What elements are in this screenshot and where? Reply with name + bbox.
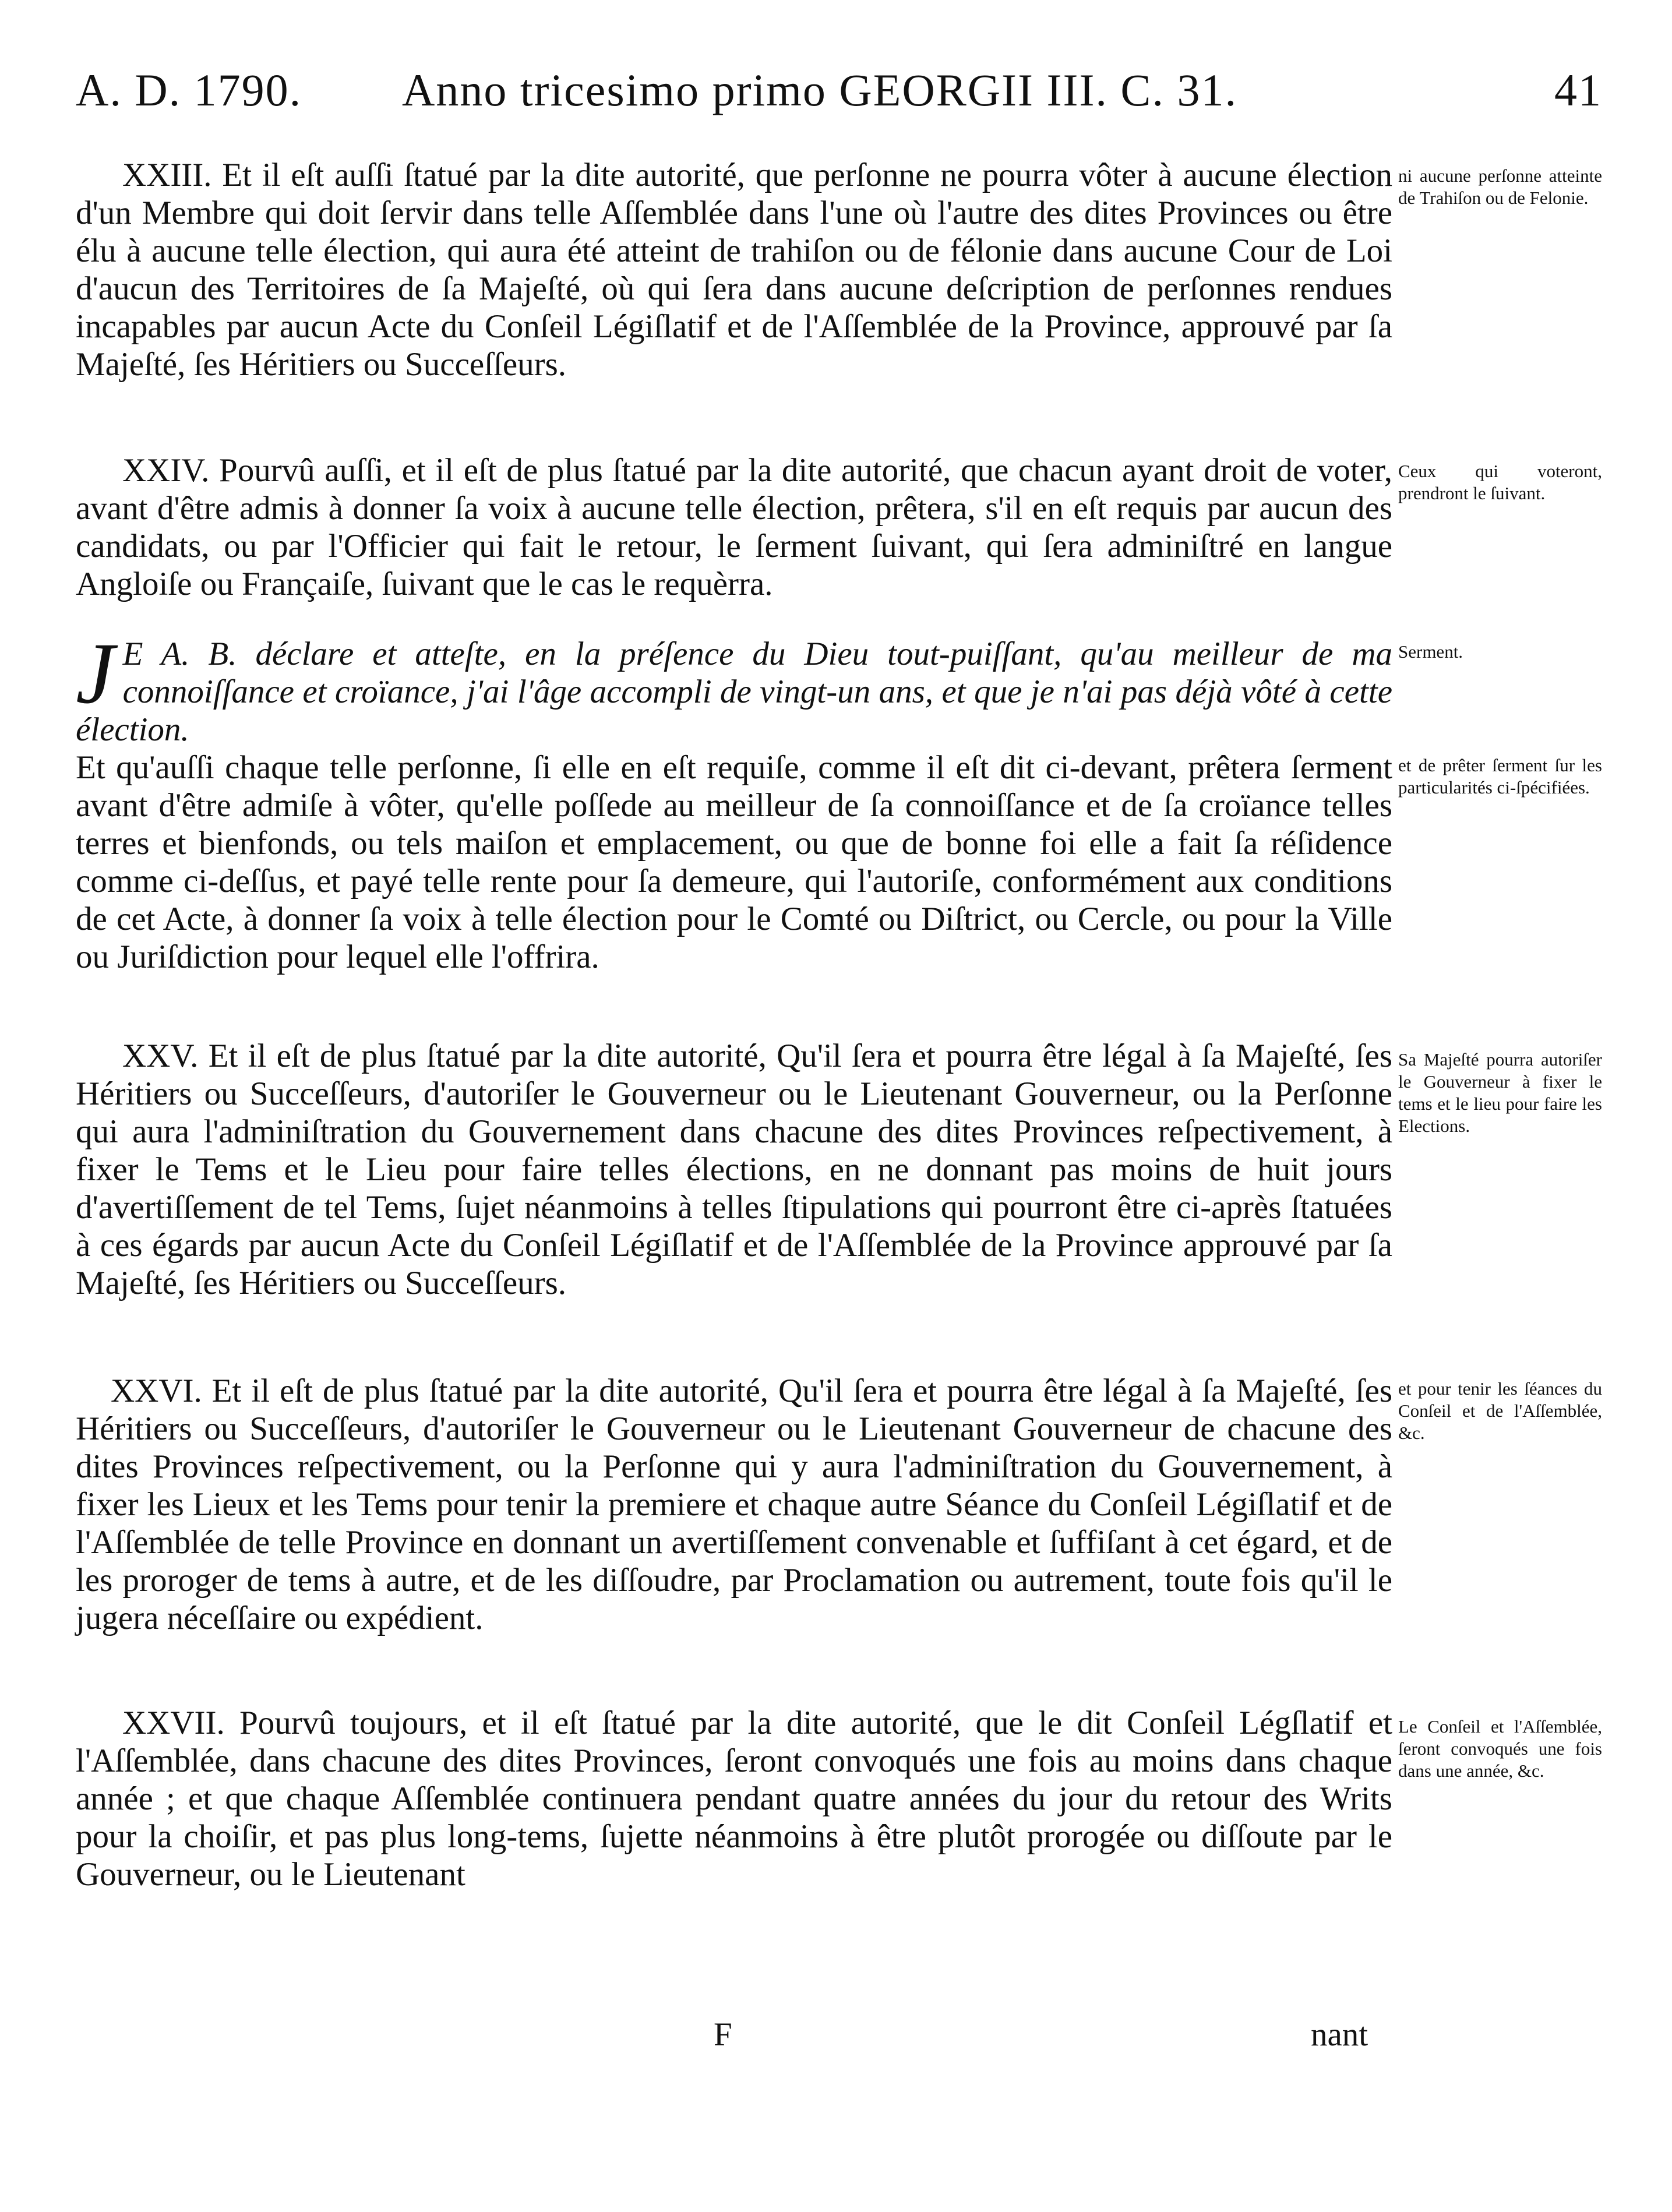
section-number: XXVI. [111, 1373, 202, 1409]
section-text: Et qu'auſſi chaque telle perſonne, ſi elle en eſt requiſe, comme il eſt dit ci-devant, prêtera ſerment avant d'être admiſe à vôter, qu'elle poſſede au meilleur de ſa connoiſſance et de ſa croïance telles terres et bienfonds, ou tels maiſon et emplacement, ou que de bonne foi elle a fait ſa réſidence comme ci-deſſus, et payé telle rente pour ſa demeure, qui l'autoriſe, conformément aux conditions de cet Acte, à donner ſa voix à telle élection pour le Comté ou Diſtrict, ou Cercle, ou pour la Ville ou Juriſdiction pour lequel elle l'offrira. [76, 749, 1392, 975]
section-continuation [76, 749, 1392, 976]
catchword: nant [1311, 2016, 1368, 2053]
section-xxiii [76, 156, 1392, 383]
margin-note-xxvi: et pour tenir les ſéances du Conſeil et de l'Aſſemblée, &c. [1398, 1378, 1602, 1443]
margin-note-oath: Serment. [1398, 641, 1463, 662]
margin-note-xxv: Sa Majeſté pourra autoriſer le Gouverneur à fixer le tems et le lieu pour faire les Elections. [1398, 1049, 1602, 1136]
section-xxiv [76, 451, 1392, 603]
signature-mark: F [714, 2016, 732, 2053]
drop-cap: J [76, 625, 115, 722]
section-number: XXVII. [122, 1705, 225, 1741]
section-xxvi [76, 1372, 1392, 1637]
oath-paragraph [76, 625, 1392, 749]
section-number: XXV. [122, 1038, 199, 1074]
section-xxvii [76, 1704, 1392, 1893]
running-header [76, 64, 1602, 128]
section-text: Et il eſt auſſi ſtatué par la dite autorité, que perſonne ne pourra vôter à aucune élection d'un Membre qui doit ſervir dans telle Aſſemblée dans l'une où l'autre des dites Provinces ou être élu à aucune telle élection, qui aura été atteint de trahiſon ou de félonie dans aucune Cour de Loi d'aucun des Territoires de ſa Majeſté, où qui ſera dans aucune deſcription de perſonnes rendues incapables par aucun Acte du Conſeil Légiſlatif et de l'Aſſemblée de la Province, approuvé par ſa Majeſté, ſes Héritiers ou Succeſſeurs. [76, 157, 1392, 383]
margin-note-xxiii: ni aucune perſonne atteinte de Trahiſon ou de Felonie. [1398, 165, 1602, 208]
section-number: XXIII. [122, 157, 212, 193]
section-text: Et il eſt de plus ſtatué par la dite autorité, Qu'il ſera et pourra être légal à ſa Majeſté, ſes Héritiers ou Succeſſeurs, d'autoriſer le Gouverneur ou le Lieutenant Gouverneur de chacune des dites Provinces reſpectivement, ou la Perſonne qui y aura l'adminiſtration du Gouvernement, à fixer les Lieux et les Tems pour tenir la premiere et chaque autre Séance du Conſeil Légiſlatif et de l'Aſſemblée de telle Province en donnant un avertiſſement convenable et ſuffiſant à cet égard, et de les proroger de tems à autre, et de les diſſoudre, par Proclamation ou autrement, toute fois qu'il le jugera néceſſaire ou expédient. [76, 1373, 1393, 1636]
section-number: XXIV. [122, 452, 210, 489]
oath-text: E A. B. déclare et atteſte, en la préſence du Dieu tout-puiſſant, qu'au meilleur de ma connoiſſance et croïance, j'ai l'âge accompli de vingt-un ans, et que je n'ai pas déjà vôté à cette élection. [76, 636, 1392, 748]
section-xxv [76, 1037, 1392, 1302]
margin-note-xxvii: Le Conſeil et l'Aſſemblée, ſeront convoqués une fois dans une année, &c. [1398, 1716, 1602, 1781]
margin-note-xxiv: Ceux qui voteront, prendront le ſuivant. [1398, 461, 1602, 503]
section-text: Pourvû auſſi, et il eſt de plus ſtatué par la dite autorité, que chacun ayant droit de voter, avant d'être admis à donner ſa voix à aucune telle élection, prêtera, s'il en eſt requis par aucun des candidats, ou par l'Officier qui fait le retour, le ſerment ſuivant, qui ſera adminiſtré en langue Angloiſe ou Françaiſe, ſuivant que le cas le requèrra. [76, 452, 1392, 602]
header-title: Anno tricesimo primo GEORGII III. C. 31. [402, 65, 1237, 115]
header-date: A. D. 1790. [76, 65, 302, 115]
page-number: 41 [1554, 65, 1602, 115]
section-text: Pourvû toujours, et il eſt ſtatué par la dite autorité, que le dit Conſeil Légſlatif et l'Aſſemblée, dans chacune des dites Provinces, ſeront convoqués une fois au moins dans chaque année ; et que chaque Aſſemblée continuera pendant quatre années du jour du retour des Writs pour la choiſir, et pas plus long-tems, ſujette néanmoins à être plutôt prorogée ou diſſoute par le Gouverneur, ou le Lieutenant [76, 1705, 1393, 1893]
section-text: Et il eſt de plus ſtatué par la dite autorité, Qu'il ſera et pourra être légal à ſa Majeſté, ſes Héritiers ou Succeſſeurs, d'autoriſer le Gouverneur ou le Lieutenant Gouverneur, ou la Perſonne qui aura l'adminiſtration du Gouvernement dans chacune des dites Provinces reſpectivement, à fixer le Tems et le Lieu pour faire telles élections, en ne donnant pas moins de huit jours d'avertiſſement de tel Tems, ſujet néanmoins à telles ſtipulations qui pourront être ci-après ſtatuées à ces égards par aucun Acte du Conſeil Légiſlatif et de l'Aſſemblée de la Province approuvé par ſa Majeſté, ſes Héritiers ou Succeſſeurs. [76, 1038, 1392, 1301]
margin-note-serment: et de prêter ſerment ſur les particularités ci-ſpécifiées. [1398, 755, 1602, 798]
